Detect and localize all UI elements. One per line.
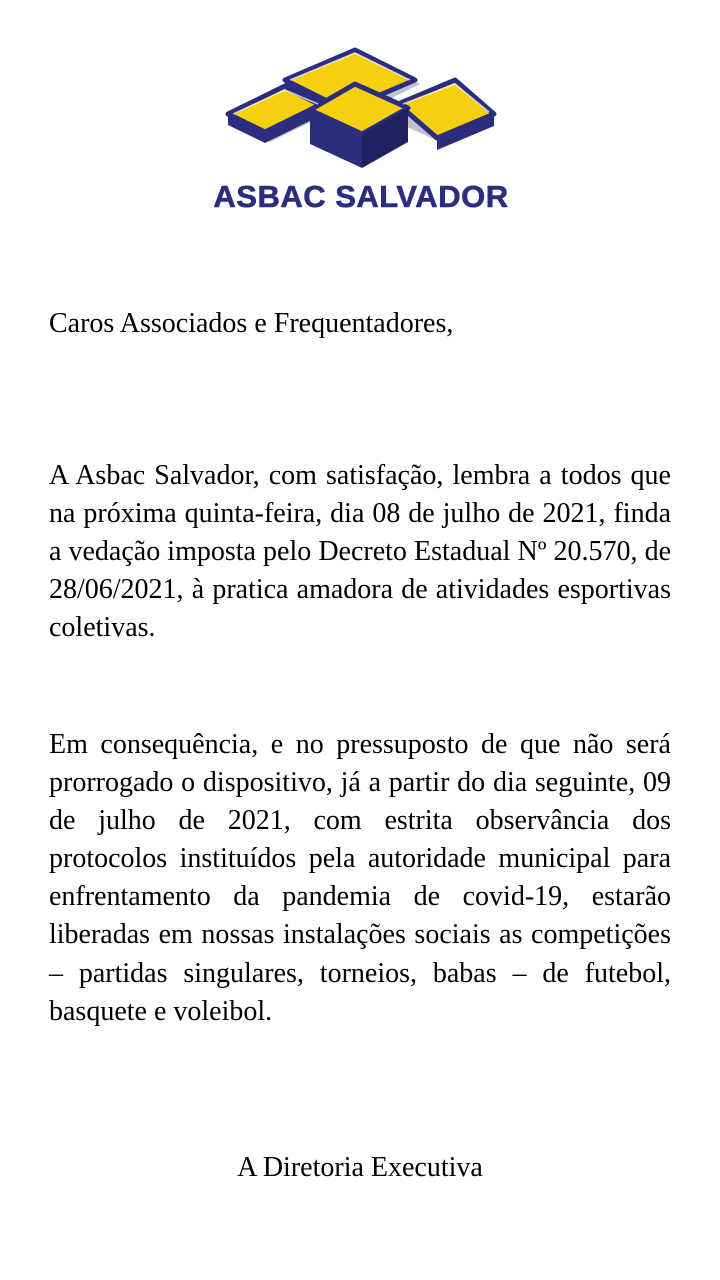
asbac-logo [0, 0, 720, 230]
letter-signature: A Diretoria Executiva [237, 1152, 483, 1183]
logo-wordmark: ASBAC SALVADOR [213, 179, 509, 214]
letter-greeting: Caros Associados e Frequentadores, [49, 308, 454, 339]
letter-paragraph-2: Em consequência, e no pressuposto de que não será prorrogado o dispositivo, já a partir do dia seguinte, 09 de julho de 2021, com estrita observância dos protocolos instituídos pela autoridade municipal para enfrentamento da pandemia de covid-19, estarão liberadas em nossas instalações sociais as competições – partidas singulares, torneios, babas – de futebol, basquete e voleibol. [49, 729, 671, 1027]
letter-paragraph-1: A Asbac Salvador, com satisfação, lembra a todos que na próxima quinta-feira, dia 08 de julho de 2021, finda a vedação imposta pelo Decreto Estadual Nº 20.570, de 28/06/2021, à pratica amadora de atividades esportivas coletivas. [49, 460, 671, 644]
asbac-logo-graphic [0, 0, 720, 230]
